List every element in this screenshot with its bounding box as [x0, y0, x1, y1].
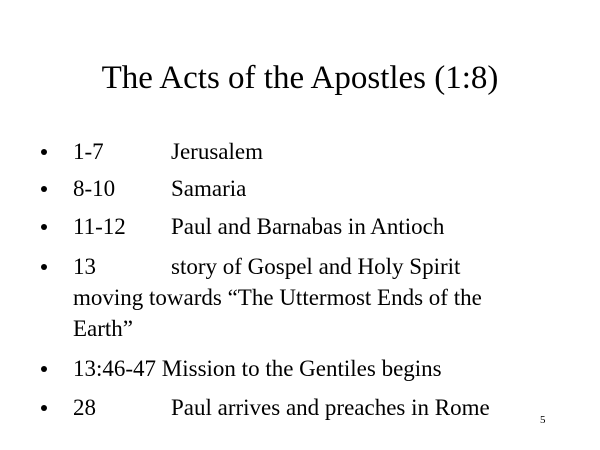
chapter-desc-continued: Earth” [73, 316, 134, 341]
chapter-ref: 1-7 [73, 139, 104, 164]
chapter-ref: 28 [73, 395, 96, 420]
bullet-icon [41, 224, 47, 230]
chapter-ref: 11-12 [73, 214, 126, 239]
slide-title: The Acts of the Apostles (1:8) [101, 60, 499, 96]
bullet-icon [41, 149, 47, 155]
chapter-desc: Samaria [171, 176, 247, 201]
bullet-icon [41, 366, 47, 372]
bullet-icon [41, 264, 47, 270]
bullet-icon [41, 405, 47, 411]
chapter-ref: 13 [73, 254, 96, 279]
chapter-desc: Paul arrives and preaches in Rome [171, 395, 490, 420]
page-number: 5 [540, 414, 546, 426]
chapter-ref: 8-10 [73, 176, 116, 201]
chapter-desc: Paul and Barnabas in Antioch [171, 214, 445, 239]
chapter-desc: Jerusalem [171, 139, 263, 164]
bullet-text: 13:46-47 Mission to the Gentiles begins [73, 356, 442, 381]
bullet-icon [41, 186, 47, 192]
chapter-desc-continued: moving towards “The Uttermost Ends of the [73, 285, 482, 310]
chapter-desc: story of Gospel and Holy Spirit [171, 254, 461, 279]
